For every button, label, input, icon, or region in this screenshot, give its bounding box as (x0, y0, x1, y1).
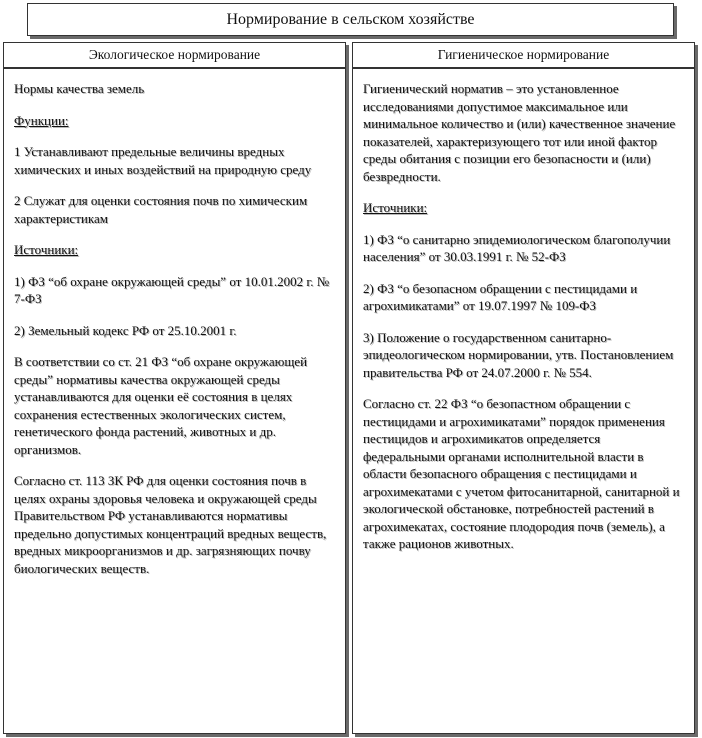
hygienic-definition: Гигиенический норматив – это установленное исследованиями допустимое максимальное или минимальное количество и (или) качественное значение показателей, характеризующего тот или иной фактор среды обитания с позиции его безопасности и (или) безвредности. (363, 81, 676, 184)
article-22-text: Согласно ст. 22 ФЗ “о безопастном обращении с пестицидами и агрохимикатами” порядок применения пестицидов и агрохимикатов определяется федеральными органами исполнительной власти в области безопасного обращения с пестицидами и агрохимекатами с учетом фитосанитарной, санитарной и экологической обстановке, потребностей растений в агрохимекатах, состояние плодородия почв (земель), а также рационов животных. (363, 396, 680, 551)
land-quality-norms: Нормы качества земель (14, 81, 145, 96)
source-item-2: 2) ФЗ “о безопасном обращении с пестицидами и агрохимикатами” от 19.07.1997 № 109-ФЗ (363, 280, 638, 313)
function-item-2: 2 Служат для оценки состояния почв по химическим характеристикам (14, 193, 308, 226)
sources-heading: Источники: (363, 200, 428, 215)
sources-heading: Источники: (14, 242, 79, 257)
article-113-text: Согласно ст. 113 ЗК РФ для оценки состояния почв в целях охраны здоровья человека и окружающей среды Правительством РФ устанавливаются нормативы предельно допустимых концентраций вредных веществ, вредных микроорганизмов и др. загрязняющих почву биологических веществ. (14, 473, 327, 576)
hygienic-header: Гигиеническое нормирование (352, 42, 695, 68)
article-21-text: В соответствии со ст. 21 ФЗ “об охране окружающей среды” нормативы качества окружающей среды устанавливаются для оценки её состояния в целях сохранения естественных экологических систем, генетического фонда растений, животных и др. организмов. (14, 354, 308, 457)
page-title: Нормирование в сельском хозяйстве (27, 3, 674, 36)
hygienic-column (352, 68, 695, 734)
source-item-2: 2) Земельный кодекс РФ от 25.10.2001 г. (14, 322, 237, 338)
ecological-header: Экологическое нормирование (3, 42, 346, 68)
ecological-column (3, 68, 346, 734)
functions-heading: Функции: (14, 112, 69, 128)
source-item-1: 1) ФЗ “о санитарно эпидемиологическом благополучии населения” от 30.03.1991 г. № 52-ФЗ (363, 231, 671, 264)
function-item-1: 1 Устанавливают предельные величины вредных химических и иных воздействий на природную среду (14, 144, 312, 177)
source-item-1: 1) ФЗ “об охране окружающей среды” от 10.01.2002 г. № 7-ФЗ (14, 273, 330, 306)
source-item-3: 3) Положение о государственном санитарно-эпидеологическом нормировании, утв. Постановлением правительства РФ от 24.07.2000 г. № 554. (363, 329, 674, 380)
